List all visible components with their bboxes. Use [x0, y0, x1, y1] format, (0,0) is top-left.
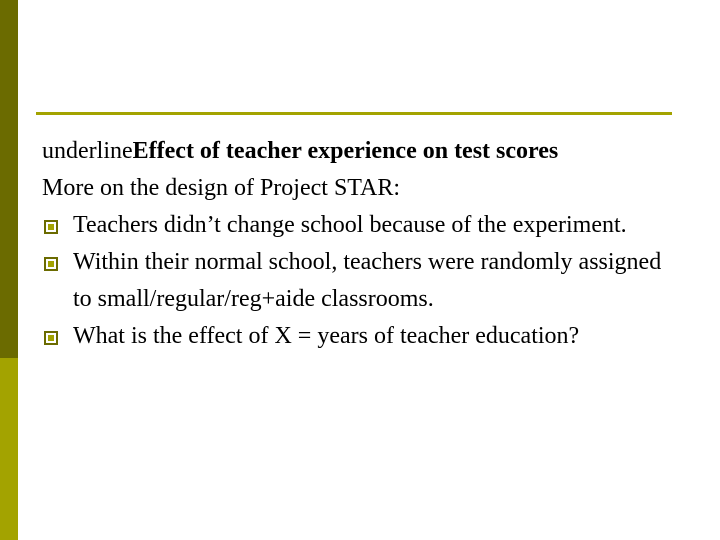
heading-prefix: underline [42, 138, 133, 164]
square-bullet-icon [44, 257, 58, 271]
square-bullet-icon [44, 220, 58, 234]
sidebar-accent-top [0, 0, 18, 358]
square-bullet-icon [44, 331, 58, 345]
sidebar-accent-bottom [0, 358, 18, 540]
bullet-text: What is the effect of X = years of teacher education? [73, 323, 580, 349]
bullet-text: Teachers didn’t change school because of the experiment. [73, 212, 627, 238]
bullet-item [42, 207, 682, 244]
slide-heading [42, 133, 682, 170]
intro-text: More on the design of Project STAR: [42, 175, 401, 201]
slide-body [42, 133, 682, 355]
title-divider [36, 112, 672, 115]
heading-title: Effect of teacher experience on test scores [132, 138, 559, 164]
bullet-item [42, 244, 682, 318]
bullet-text: Within their normal school, teachers were randomly assigned to small/regular/reg+aide classrooms. [73, 249, 662, 312]
bullet-item [42, 318, 682, 355]
